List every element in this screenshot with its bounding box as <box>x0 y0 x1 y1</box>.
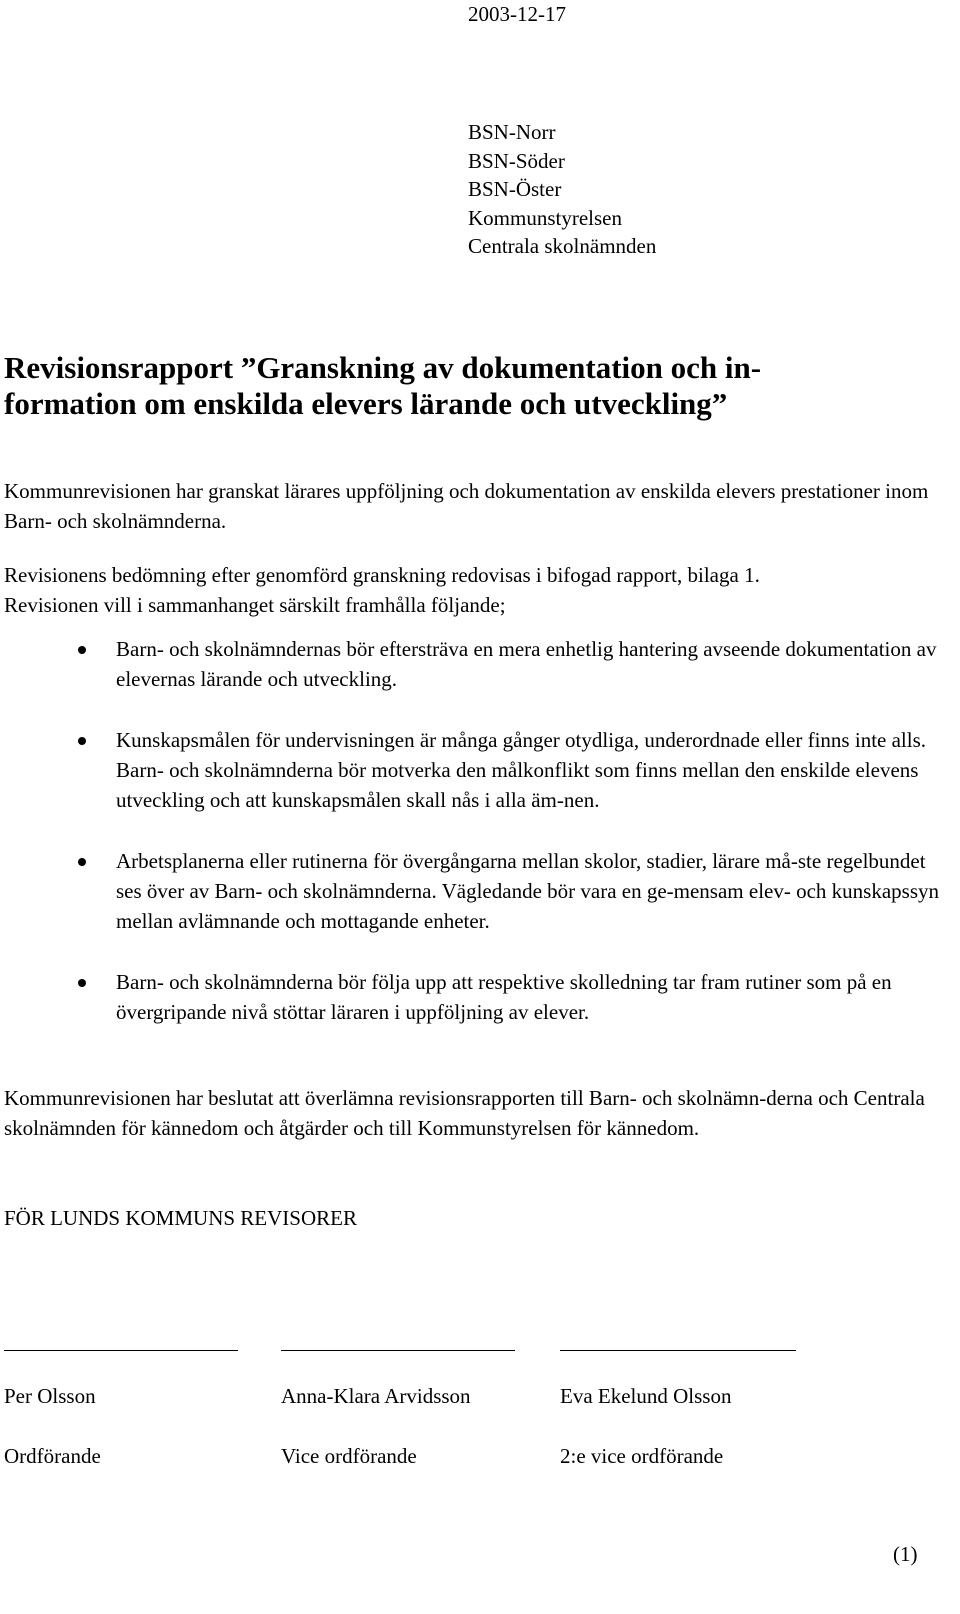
list-item-text: Arbetsplanerna eller rutinerna för övergångarna mellan skolor, stadier, lärare må-ste regelbundet ses över av Barn- och skolnämnderna. Vägledande bör vara en ge-mensam elev- och kunskapssyn mellan avlämnande och mottagande enheter. <box>116 849 940 933</box>
list-item <box>0 634 944 694</box>
findings-list <box>0 634 944 1058</box>
list-item <box>0 725 944 815</box>
assessment-line: Revisionen vill i sammanhanget särskilt framhålla följande; <box>4 593 506 617</box>
recipient-item: Kommunstyrelsen <box>468 205 622 230</box>
assessment-paragraph <box>4 560 944 620</box>
assessment-line: Revisionens bedömning efter genomförd granskning redovisas i bifogad rapport, bilaga 1. <box>4 563 760 587</box>
document-title <box>4 350 944 422</box>
title-line: Revisionsrapport ”Granskning av dokumentation och in- <box>4 350 762 385</box>
page-number: (1) <box>893 1542 918 1566</box>
signer-role: 2:e vice ordförande <box>560 1444 724 1468</box>
signer-role: Vice ordförande <box>281 1444 417 1468</box>
signature-line <box>281 1350 515 1351</box>
list-item-text: Barn- och skolnämnderna bör följa upp att respektive skolledning tar fram rutiner som på en övergripande nivå stöttar läraren i uppföljning av elever. <box>116 970 892 1024</box>
title-line: formation om enskilda elevers lärande och utveckling” <box>4 386 728 421</box>
bullet-icon <box>78 858 86 866</box>
signature-line <box>4 1350 238 1351</box>
list-item <box>0 846 944 936</box>
recipient-item: BSN-Öster <box>468 177 562 201</box>
list-item <box>0 967 944 1027</box>
signature-line <box>560 1350 796 1351</box>
document-date: 2003-12-17 <box>468 2 566 26</box>
recipient-item: Centrala skolnämnden <box>468 234 657 258</box>
intro-paragraph: Kommunrevisionen har granskat lärares uppföljning och dokumentation av enskilda elevers prestationer inom Barn- och skolnämnderna. <box>4 479 929 533</box>
recipient-list <box>468 118 656 261</box>
list-item-text: Barn- och skolnämndernas bör eftersträva en mera enhetlig hantering avseende dokumentation av elevernas lärande och utveckling. <box>116 637 937 691</box>
decision-paragraph: Kommunrevisionen har beslutat att överlämna revisionsrapporten till Barn- och skolnämn-derna och Centrala skolnämnden för kännedom och åtgärder och till Kommunstyrelsen för kännedom. <box>4 1086 925 1140</box>
organization-heading: FÖR LUNDS KOMMUNS REVISORER <box>4 1206 357 1230</box>
bullet-icon <box>78 646 86 654</box>
recipient-item: BSN-Söder <box>468 148 565 173</box>
bullet-icon <box>78 979 86 987</box>
signer-role: Ordförande <box>4 1444 101 1468</box>
recipient-item: BSN-Norr <box>468 120 556 144</box>
signer-name: Eva Ekelund Olsson <box>560 1384 732 1408</box>
bullet-icon <box>78 737 86 745</box>
signer-name: Anna-Klara Arvidsson <box>281 1384 471 1408</box>
list-item-text: Kunskapsmålen för undervisningen är många gånger otydliga, underordnade eller finns inte alls. Barn- och skolnämnderna bör motverka den målkonflikt som finns mellan den enskilde elevens utveckling och att kunskapsmålen skall nås i alla äm-nen. <box>116 728 927 812</box>
signer-name: Per Olsson <box>4 1384 96 1408</box>
